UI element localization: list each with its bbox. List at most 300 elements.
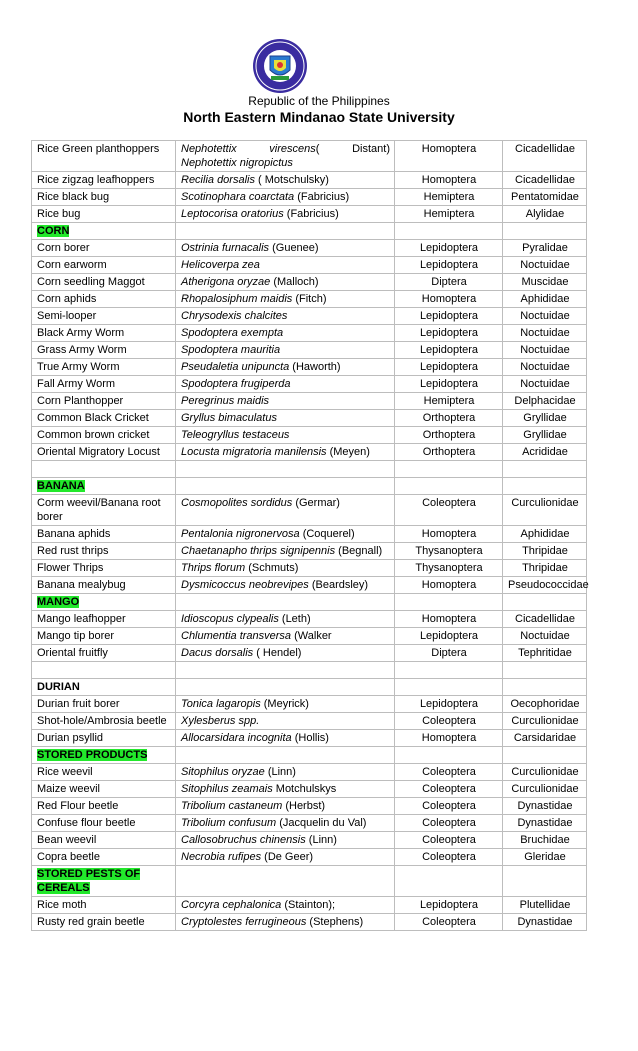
pest-table-body <box>32 141 587 931</box>
scientific-name-cell <box>176 611 395 628</box>
common-name: Banana mealybug <box>37 579 126 591</box>
order-cell: Coleoptera <box>395 713 503 730</box>
table-row <box>32 577 587 594</box>
scientific-name: Scotinophara coarctata <box>181 191 295 203</box>
table-row <box>32 832 587 849</box>
order-cell: Coleoptera <box>395 832 503 849</box>
empty-cell <box>176 223 395 240</box>
section-row <box>32 223 587 240</box>
family-cell: Thripidae <box>503 543 587 560</box>
table-row <box>32 257 587 274</box>
table-row <box>32 526 587 543</box>
section-row <box>32 478 587 495</box>
common-name-cell <box>32 914 176 931</box>
scientific-name: Rhopalosiphum maidis <box>181 293 293 305</box>
order-cell: Hemiptera <box>395 393 503 410</box>
common-name-cell <box>32 713 176 730</box>
scientific-name: Idioscopus clypealis <box>181 613 279 625</box>
order-cell: Lepidoptera <box>395 359 503 376</box>
table-row <box>32 914 587 931</box>
scientific-name-cell <box>176 359 395 376</box>
scientific-name: Spodoptera frugiperda <box>181 378 291 390</box>
scientific-name-cell <box>176 291 395 308</box>
common-name-cell <box>32 172 176 189</box>
authority: (Meyen) <box>326 446 370 458</box>
section-row <box>32 594 587 611</box>
authority: (Begnall) <box>335 545 383 557</box>
scientific-name: Helicoverpa zea <box>181 259 260 271</box>
section-label-cell <box>32 866 176 897</box>
family-cell: Noctuidae <box>503 308 587 325</box>
common-name-cell <box>32 206 176 223</box>
order-cell: Orthoptera <box>395 410 503 427</box>
scientific-name-cell <box>176 628 395 645</box>
authority: (Walker <box>291 630 332 642</box>
authority: (Beardsley) <box>308 579 369 591</box>
family-cell: Noctuidae <box>503 376 587 393</box>
common-name-cell <box>32 781 176 798</box>
common-name: Flower Thrips <box>37 562 104 574</box>
empty-cell <box>503 594 587 611</box>
scientific-name: Corcyra cephalonica <box>181 899 282 911</box>
common-name-cell <box>32 696 176 713</box>
scientific-name-cell <box>176 849 395 866</box>
section-label-cell <box>32 747 176 764</box>
scientific-name: Chaetanapho thrips signipennis <box>181 545 336 557</box>
scientific-name: Nephotettix virescens <box>181 143 316 155</box>
section-label: MANGO <box>37 596 80 608</box>
family-cell: Curculionidae <box>503 713 587 730</box>
common-name-cell <box>32 611 176 628</box>
common-name-cell <box>32 849 176 866</box>
table-row <box>32 359 587 376</box>
scientific-name: Allocarsidara incognita <box>181 732 292 744</box>
common-name: Common brown cricket <box>37 429 150 441</box>
order-cell: Coleoptera <box>395 781 503 798</box>
order-cell: Coleoptera <box>395 798 503 815</box>
table-row <box>32 849 587 866</box>
empty-cell <box>395 478 503 495</box>
family-cell: Noctuidae <box>503 257 587 274</box>
scientific-name: Ostrinia furnacalis <box>181 242 270 254</box>
document-header <box>0 0 638 140</box>
authority: (Haworth) <box>289 361 341 373</box>
authority: (Stephens) <box>306 916 364 928</box>
family-cell: Thripidae <box>503 560 587 577</box>
common-name-cell <box>32 495 176 526</box>
scientific-name-cell <box>176 832 395 849</box>
scientific-name: Tonica lagaropis <box>181 698 261 710</box>
authority: (Schmuts) <box>245 562 299 574</box>
authority: (Leth) <box>278 613 311 625</box>
empty-cell <box>503 679 587 696</box>
authority: (Coquerel) <box>299 528 355 540</box>
scientific-name: Callosobruchus chinensis <box>181 834 306 846</box>
scientific-name-cell <box>176 376 395 393</box>
scientific-name: Atherigona oryzae <box>181 276 271 288</box>
scientific-name-cell <box>176 444 395 461</box>
scientific-name-cell <box>176 713 395 730</box>
order-cell: Homoptera <box>395 141 503 172</box>
table-row <box>32 206 587 223</box>
order-cell: Homoptera <box>395 577 503 594</box>
scientific-name-cell <box>176 815 395 832</box>
table-row <box>32 410 587 427</box>
order-cell: Lepidoptera <box>395 696 503 713</box>
order-cell: Homoptera <box>395 730 503 747</box>
common-name: Shot-hole/Ambrosia beetle <box>37 715 167 727</box>
order-cell: Lepidoptera <box>395 342 503 359</box>
scientific-name-cell <box>176 240 395 257</box>
scientific-name-cell <box>176 495 395 526</box>
order-cell: Lepidoptera <box>395 240 503 257</box>
section-label: BANANA <box>37 480 85 492</box>
empty-cell <box>176 747 395 764</box>
common-name: Oriental Migratory Locust <box>37 446 160 458</box>
authority: (Herbst) <box>282 800 326 812</box>
authority: (Fitch) <box>292 293 327 305</box>
family-cell: Tephritidae <box>503 645 587 662</box>
table-row <box>32 730 587 747</box>
scientific-name: Tribolium confusum <box>181 817 277 829</box>
scientific-name: Peregrinus maidis <box>181 395 270 407</box>
empty-cell <box>395 662 503 679</box>
order-cell: Thysanoptera <box>395 560 503 577</box>
common-name: Mango leafhopper <box>37 613 126 625</box>
scientific-name: Tribolium castaneum <box>181 800 283 812</box>
scientific-name: Necrobia rufipes <box>181 851 262 863</box>
common-name: Grass Army Worm <box>37 344 127 356</box>
scientific-name-cell <box>176 427 395 444</box>
section-label: STORED PESTS OF CEREALS <box>37 868 141 894</box>
empty-cell <box>176 594 395 611</box>
table-row <box>32 308 587 325</box>
common-name: Red Flour beetle <box>37 800 119 812</box>
common-name-cell <box>32 342 176 359</box>
common-name-cell <box>32 274 176 291</box>
authority: ( Motschulsky) <box>254 174 329 186</box>
family-cell: Aphididae <box>503 526 587 543</box>
family-cell: Dynastidae <box>503 815 587 832</box>
scientific-name-cell <box>176 645 395 662</box>
scientific-name: Pseudaletia unipuncta <box>181 361 290 373</box>
common-name: True Army Worm <box>37 361 120 373</box>
family-cell: Cicadellidae <box>503 141 587 172</box>
common-name: Corn earworm <box>37 259 107 271</box>
common-name-cell <box>32 444 176 461</box>
family-cell: Cicadellidae <box>503 611 587 628</box>
blank-row <box>32 461 587 478</box>
family-cell: Noctuidae <box>503 628 587 645</box>
order-cell: Diptera <box>395 645 503 662</box>
scientific-name: Spodoptera exempta <box>181 327 284 339</box>
table-row <box>32 141 587 172</box>
scientific-name: Thrips florum <box>181 562 246 574</box>
family-cell: Delphacidae <box>503 393 587 410</box>
empty-cell <box>32 662 176 679</box>
common-name: Rice Green planthoppers <box>37 143 160 155</box>
table-row <box>32 713 587 730</box>
empty-cell <box>503 662 587 679</box>
family-cell: Dynastidae <box>503 798 587 815</box>
scientific-name-cell <box>176 897 395 914</box>
authority: (Stainton); <box>281 899 336 911</box>
common-name: Rusty red grain beetle <box>37 916 145 928</box>
empty-cell <box>32 461 176 478</box>
common-name-cell <box>32 393 176 410</box>
section-row <box>32 866 587 897</box>
common-name: Confuse flour beetle <box>37 817 136 829</box>
scientific-name: Chlumentia transversa <box>181 630 292 642</box>
order-cell: Orthoptera <box>395 427 503 444</box>
scientific-name: Locusta migratoria manilensis <box>181 446 327 458</box>
common-name: Fall Army Worm <box>37 378 116 390</box>
table-row <box>32 628 587 645</box>
common-name: Semi-looper <box>37 310 97 322</box>
section-label-cell <box>32 679 176 696</box>
scientific-name-line <box>181 142 390 156</box>
section-label-cell <box>32 594 176 611</box>
common-name-cell <box>32 376 176 393</box>
common-name: Corm weevil/Banana root borer <box>37 497 161 523</box>
order-cell: Orthoptera <box>395 444 503 461</box>
empty-cell <box>176 461 395 478</box>
common-name: Oriental fruitfly <box>37 647 108 659</box>
common-name-cell <box>32 560 176 577</box>
common-name-cell <box>32 832 176 849</box>
order-cell: Homoptera <box>395 611 503 628</box>
scientific-name-cell <box>176 206 395 223</box>
common-name-cell <box>32 645 176 662</box>
family-cell: Oecophoridae <box>503 696 587 713</box>
common-name-cell <box>32 628 176 645</box>
scientific-name-cell <box>176 764 395 781</box>
empty-cell <box>503 478 587 495</box>
common-name-cell <box>32 291 176 308</box>
table-row <box>32 645 587 662</box>
university-name: North Eastern Mindanao State University <box>183 109 455 125</box>
family-cell: Aphididae <box>503 291 587 308</box>
common-name: Corn seedling Maggot <box>37 276 145 288</box>
authority: ( Distant) <box>315 143 390 155</box>
scientific-name: Spodoptera mauritia <box>181 344 281 356</box>
order-cell: Coleoptera <box>395 914 503 931</box>
scientific-name: Sitophilus oryzae <box>181 766 265 778</box>
family-cell: Muscidae <box>503 274 587 291</box>
scientific-name-cell <box>176 172 395 189</box>
common-name-cell <box>32 577 176 594</box>
family-cell: Pentatomidae <box>503 189 587 206</box>
scientific-name-cell <box>176 798 395 815</box>
pest-table <box>31 140 587 931</box>
family-cell: Curculionidae <box>503 781 587 798</box>
common-name-cell <box>32 308 176 325</box>
table-row <box>32 189 587 206</box>
common-name: Copra beetle <box>37 851 100 863</box>
order-cell: Lepidoptera <box>395 257 503 274</box>
empty-cell <box>395 747 503 764</box>
scientific-name: Cosmopolites sordidus <box>181 497 293 509</box>
section-label: DURIAN <box>37 681 80 693</box>
empty-cell <box>503 461 587 478</box>
blank-row <box>32 662 587 679</box>
authority: Motchulskys <box>272 783 337 795</box>
family-cell: Carsidaridae <box>503 730 587 747</box>
common-name: Corn Planthopper <box>37 395 124 407</box>
authority: (Fabricius) <box>283 208 339 220</box>
common-name-cell <box>32 141 176 172</box>
scientific-name: Dysmicoccus neobrevipes <box>181 579 309 591</box>
common-name: Common Black Cricket <box>37 412 149 424</box>
empty-cell <box>503 747 587 764</box>
table-row <box>32 815 587 832</box>
table-row <box>32 764 587 781</box>
scientific-name: Xylesberus spp. <box>181 715 260 727</box>
section-row <box>32 747 587 764</box>
scientific-name-cell <box>176 730 395 747</box>
family-cell: Curculionidae <box>503 764 587 781</box>
family-cell: Noctuidae <box>503 325 587 342</box>
table-row <box>32 495 587 526</box>
order-cell: Lepidoptera <box>395 325 503 342</box>
common-name-cell <box>32 257 176 274</box>
section-label: STORED PRODUCTS <box>37 749 148 761</box>
family-cell: Cicadellidae <box>503 172 587 189</box>
republic-line: Republic of the Philippines <box>248 94 390 108</box>
order-cell: Coleoptera <box>395 495 503 526</box>
common-name-cell <box>32 526 176 543</box>
scientific-name-cell <box>176 914 395 931</box>
authority: (Malloch) <box>270 276 319 288</box>
scientific-name-cell <box>176 393 395 410</box>
scientific-name: Teleogryllus testaceus <box>181 429 290 441</box>
table-row <box>32 427 587 444</box>
family-cell: Curculionidae <box>503 495 587 526</box>
common-name: Durian psyllid <box>37 732 104 744</box>
table-row <box>32 325 587 342</box>
table-row <box>32 240 587 257</box>
section-label-cell <box>32 223 176 240</box>
order-cell: Thysanoptera <box>395 543 503 560</box>
common-name-cell <box>32 410 176 427</box>
authority: (Guenee) <box>269 242 319 254</box>
scientific-name: Leptocorisa oratorius <box>181 208 284 220</box>
authority: (Hollis) <box>291 732 329 744</box>
empty-cell <box>176 662 395 679</box>
empty-cell <box>503 223 587 240</box>
university-seal-icon <box>249 38 311 94</box>
table-row <box>32 172 587 189</box>
common-name: Black Army Worm <box>37 327 125 339</box>
table-row <box>32 444 587 461</box>
scientific-name: Recilia dorsalis <box>181 174 255 186</box>
table-row <box>32 897 587 914</box>
empty-cell <box>176 679 395 696</box>
family-cell: Alylidae <box>503 206 587 223</box>
family-cell: Dynastidae <box>503 914 587 931</box>
family-cell: Plutellidae <box>503 897 587 914</box>
empty-cell <box>395 594 503 611</box>
scientific-name-cell <box>176 325 395 342</box>
common-name: Rice black bug <box>37 191 110 203</box>
empty-cell <box>503 866 587 897</box>
authority: (Fabricius) <box>294 191 350 203</box>
family-cell: Acrididae <box>503 444 587 461</box>
scientific-name-cell <box>176 410 395 427</box>
scientific-name-cell <box>176 257 395 274</box>
common-name-cell <box>32 798 176 815</box>
scientific-name-cell <box>176 543 395 560</box>
table-row <box>32 781 587 798</box>
scientific-name-cell <box>176 781 395 798</box>
table-row <box>32 376 587 393</box>
family-cell: Noctuidae <box>503 342 587 359</box>
authority: (Meyrick) <box>260 698 309 710</box>
common-name: Bean weevil <box>37 834 97 846</box>
family-cell: Gryllidae <box>503 427 587 444</box>
scientific-name: Pentalonia nigronervosa <box>181 528 300 540</box>
empty-cell <box>395 679 503 696</box>
common-name-cell <box>32 325 176 342</box>
order-cell: Lepidoptera <box>395 376 503 393</box>
table-row <box>32 560 587 577</box>
common-name-cell <box>32 764 176 781</box>
authority: (Linn) <box>305 834 337 846</box>
family-cell: Bruchidae <box>503 832 587 849</box>
common-name: Durian fruit borer <box>37 698 120 710</box>
common-name: Banana aphids <box>37 528 111 540</box>
order-cell: Homoptera <box>395 172 503 189</box>
order-cell: Hemiptera <box>395 189 503 206</box>
scientific-name-cell <box>176 308 395 325</box>
order-cell: Coleoptera <box>395 815 503 832</box>
scientific-name-cell <box>176 577 395 594</box>
family-cell: Pyralidae <box>503 240 587 257</box>
scientific-name: Gryllus bimaculatus <box>181 412 277 424</box>
scientific-name: Chrysodexis chalcites <box>181 310 288 322</box>
scientific-name-cell <box>176 342 395 359</box>
common-name: Maize weevil <box>37 783 100 795</box>
empty-cell <box>176 866 395 897</box>
table-row <box>32 291 587 308</box>
scientific-name-cell <box>176 141 395 172</box>
authority: (Linn) <box>264 766 296 778</box>
common-name: Mango tip borer <box>37 630 115 642</box>
section-label: CORN <box>37 225 70 237</box>
common-name-cell <box>32 189 176 206</box>
scientific-name-cell <box>176 696 395 713</box>
order-cell: Hemiptera <box>395 206 503 223</box>
common-name: Corn borer <box>37 242 90 254</box>
common-name-cell <box>32 543 176 560</box>
order-cell: Coleoptera <box>395 764 503 781</box>
authority: ( Hendel) <box>253 647 302 659</box>
common-name: Rice moth <box>37 899 87 911</box>
authority: (De Geer) <box>261 851 314 863</box>
table-row <box>32 611 587 628</box>
empty-cell <box>395 223 503 240</box>
common-name-cell <box>32 815 176 832</box>
empty-cell <box>176 478 395 495</box>
scientific-name: Cryptolestes ferrugineous <box>181 916 307 928</box>
common-name: Corn aphids <box>37 293 97 305</box>
empty-cell <box>395 461 503 478</box>
common-name-cell <box>32 427 176 444</box>
authority: (Germar) <box>292 497 340 509</box>
table-row <box>32 798 587 815</box>
common-name-cell <box>32 897 176 914</box>
table-row <box>32 543 587 560</box>
